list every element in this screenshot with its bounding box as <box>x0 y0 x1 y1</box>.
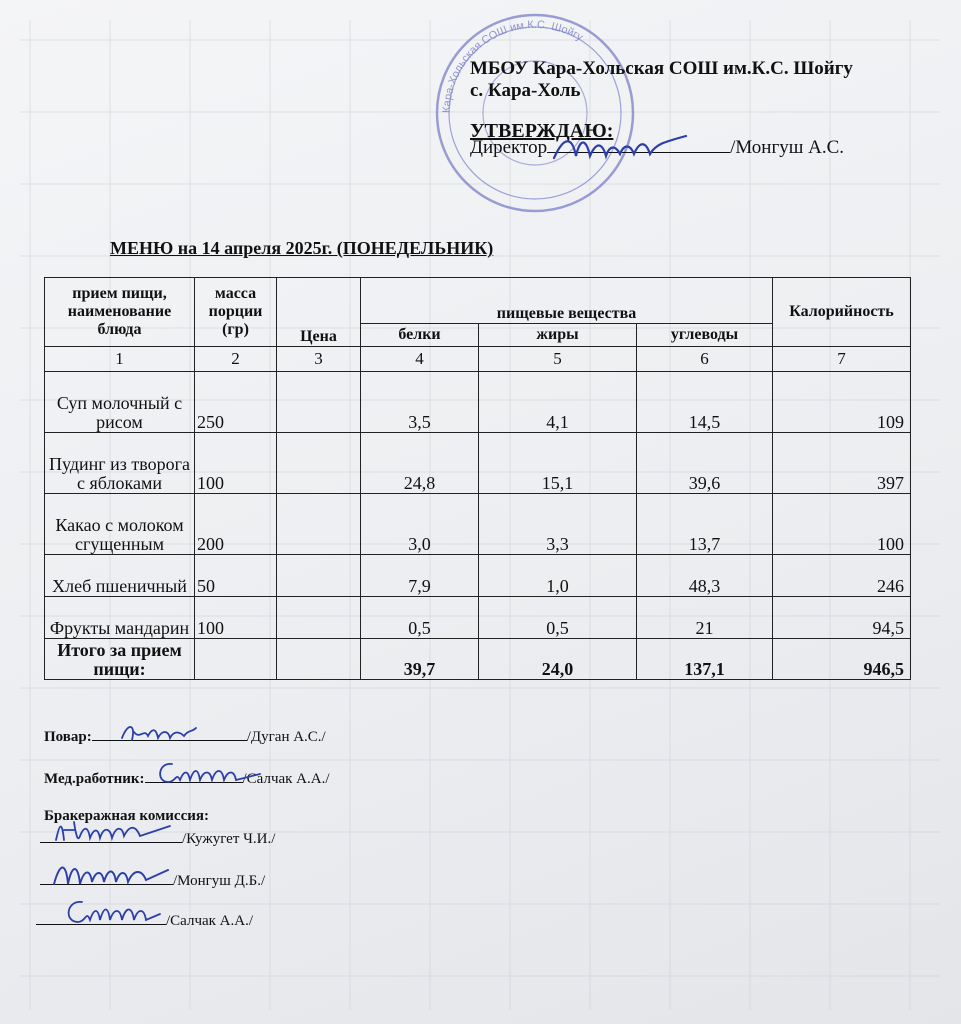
org-name: МБОУ Кара-Хольская СОШ им.К.С. Шойгу <box>470 58 853 79</box>
commission-signature-1 <box>52 816 172 850</box>
official-stamp <box>420 8 650 218</box>
header-protein: белки <box>361 323 479 346</box>
dish-name: Пудинг из творога с яблоками <box>45 433 195 494</box>
column-number-row <box>45 347 911 372</box>
cook-name: /Дуган А.С./ <box>246 729 326 745</box>
dish-carbs: 13,7 <box>637 494 773 555</box>
dish-carbs: 14,5 <box>637 372 773 433</box>
total-row <box>45 639 911 680</box>
stamp-text: Кара-Хольская СОШ им.К.С. Шойгу <box>440 18 585 114</box>
commission-label: Бракеражная комиссия: <box>44 808 209 824</box>
dish-price <box>277 597 361 639</box>
med-name: /Салчак А.А./ <box>242 771 330 787</box>
dish-price <box>277 494 361 555</box>
commission-signature-3 <box>62 894 162 930</box>
cook-signature <box>118 718 198 748</box>
dish-protein: 3,0 <box>361 494 479 555</box>
dish-carbs: 48,3 <box>637 555 773 597</box>
dish-fat: 4,1 <box>479 372 637 433</box>
dish-carbs: 39,6 <box>637 433 773 494</box>
director-name: /Монгуш А.С. <box>730 137 845 158</box>
menu-table <box>44 277 911 680</box>
col-number: 2 <box>195 347 277 372</box>
total-fat: 24,0 <box>479 639 637 680</box>
table-row <box>45 433 911 494</box>
table-row <box>45 372 911 433</box>
col-number: 6 <box>637 347 773 372</box>
table-row <box>45 597 911 639</box>
dish-price <box>277 372 361 433</box>
med-label: Мед.работник: <box>44 771 145 787</box>
dish-protein: 7,9 <box>361 555 479 597</box>
table-row <box>45 494 911 555</box>
table-row <box>45 555 911 597</box>
commission-signature-2 <box>50 856 170 892</box>
header-calories: Калорийность <box>773 278 911 347</box>
dish-fat: 0,5 <box>479 597 637 639</box>
cook-label: Повар: <box>44 729 92 745</box>
dish-protein: 0,5 <box>361 597 479 639</box>
commission-name: /Салчак А.А./ <box>166 913 254 929</box>
header-carbs: углеводы <box>637 323 773 346</box>
dish-calories: 100 <box>773 494 911 555</box>
dish-name: Какао с молоком сгущенным <box>45 494 195 555</box>
col-number: 5 <box>479 347 637 372</box>
header-nutrients: пищевые вещества <box>361 278 773 324</box>
director-signature <box>550 128 690 168</box>
dish-calories: 246 <box>773 555 911 597</box>
dish-mass: 250 <box>195 372 277 433</box>
col-number: 4 <box>361 347 479 372</box>
dish-protein: 3,5 <box>361 372 479 433</box>
org-village: с. Кара-Холь <box>470 80 581 101</box>
organization <box>470 58 853 102</box>
commission-name: /Кужугет Ч.И./ <box>182 831 276 847</box>
dish-price <box>277 433 361 494</box>
dish-mass: 100 <box>195 597 277 639</box>
dish-fat: 1,0 <box>479 555 637 597</box>
dish-fat: 3,3 <box>479 494 637 555</box>
header-mass: масса порции (гр) <box>195 278 277 347</box>
dish-mass: 50 <box>195 555 277 597</box>
dish-calories: 397 <box>773 433 911 494</box>
med-signature <box>154 756 264 790</box>
col-number: 1 <box>45 347 195 372</box>
approve-heading: УТВЕРЖДАЮ: <box>470 120 614 142</box>
dish-calories: 94,5 <box>773 597 911 639</box>
dish-calories: 109 <box>773 372 911 433</box>
total-price <box>277 639 361 680</box>
total-calories: 946,5 <box>773 639 911 680</box>
total-label: Итого за прием пищи: <box>45 639 195 680</box>
dish-protein: 24,8 <box>361 433 479 494</box>
col-number: 3 <box>277 347 361 372</box>
dish-name: Суп молочный с рисом <box>45 372 195 433</box>
director-label: Директор <box>470 137 548 158</box>
dish-name: Хлеб пшеничный <box>45 555 195 597</box>
header-row <box>45 278 911 324</box>
dish-price <box>277 555 361 597</box>
commission-name: /Монгуш Д.Б./ <box>173 873 266 889</box>
total-protein: 39,7 <box>361 639 479 680</box>
total-carbs: 137,1 <box>637 639 773 680</box>
total-mass <box>195 639 277 680</box>
dish-mass: 100 <box>195 433 277 494</box>
dish-mass: 200 <box>195 494 277 555</box>
col-number: 7 <box>773 347 911 372</box>
dish-name: Фрукты мандарин <box>45 597 195 639</box>
header-name: прием пищи, наименование блюда <box>45 278 195 347</box>
dish-carbs: 21 <box>637 597 773 639</box>
header-fat: жиры <box>479 323 637 346</box>
menu-title: МЕНЮ на 14 апреля 2025г. (ПОНЕДЕЛЬНИК) <box>110 238 494 258</box>
dish-fat: 15,1 <box>479 433 637 494</box>
header-price: Цена <box>277 278 361 347</box>
